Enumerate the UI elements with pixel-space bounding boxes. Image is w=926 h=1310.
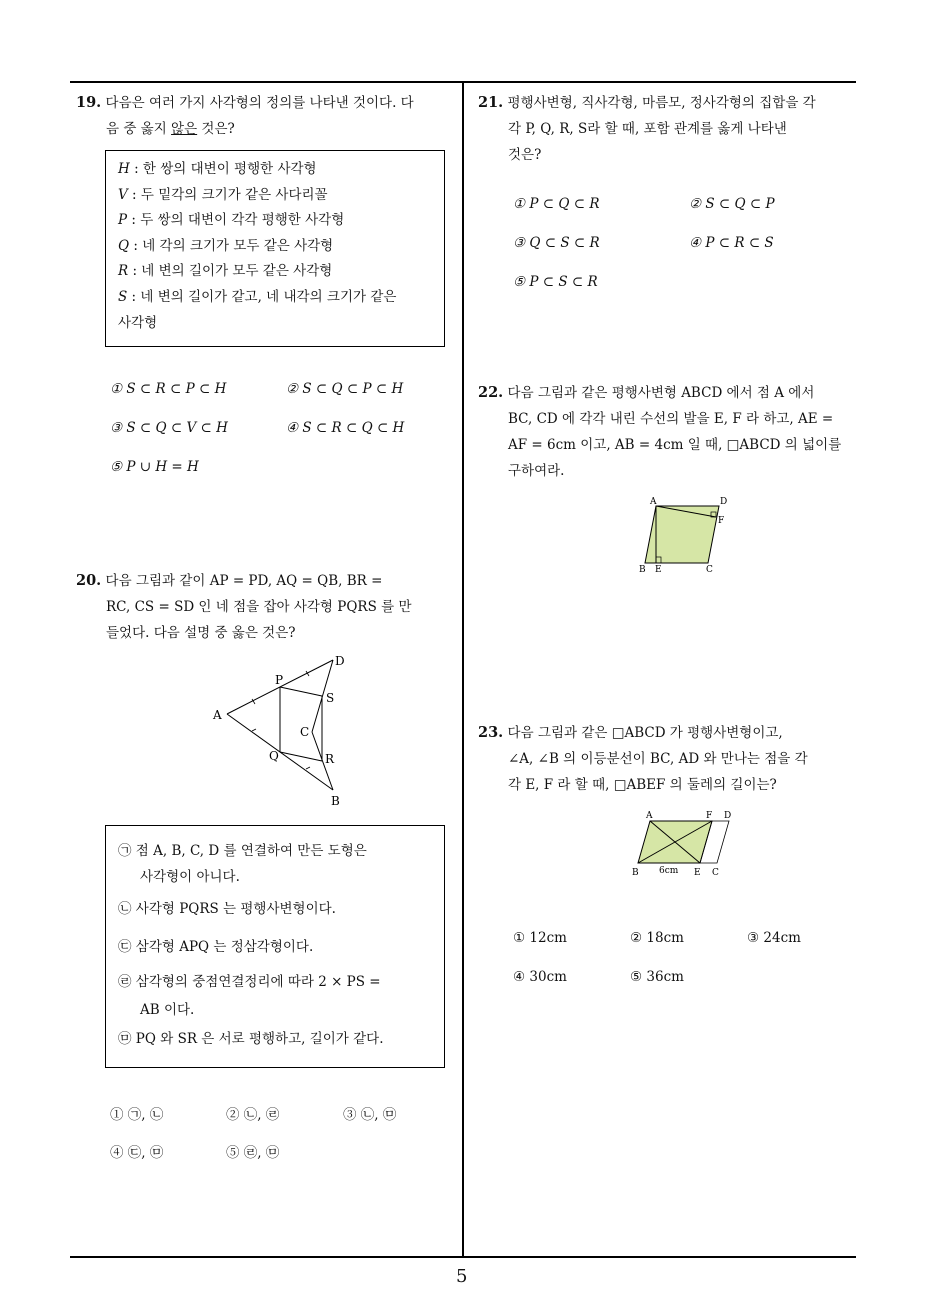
q23-choice-1[interactable]: ① 12cm xyxy=(513,930,567,946)
q20-stmt-2: ㉡ 사각형 PQRS 는 평행사변형이다. xyxy=(118,901,336,917)
q20-stmt-1: ㉠ 점 A, B, C, D 를 연결하여 만든 도형은 xyxy=(118,843,367,859)
q20-label-p: P xyxy=(275,673,284,687)
page-number: 5 xyxy=(456,1266,468,1287)
q23-label-e: E xyxy=(694,868,701,878)
q20-choice-2[interactable]: ② ㉡, ㉣ xyxy=(226,1107,280,1123)
q19-text-line1: 다음은 여러 가지 사각형의 정의를 나타낸 것이다. 다 xyxy=(105,95,414,111)
q20-number: 20. xyxy=(76,572,102,589)
q19-def-r: R : 네 변의 길이가 모두 같은 사각형 xyxy=(118,263,333,280)
q21-choice-4[interactable]: ④ P ⊂ R ⊂ S xyxy=(689,235,774,251)
q23-choice-3[interactable]: ③ 24cm xyxy=(747,930,801,946)
q21-choice-3[interactable]: ③ Q ⊂ S ⊂ R xyxy=(513,235,600,251)
q20-stem xyxy=(76,568,456,646)
q20-text-line2: RC, CS = SD 인 네 점을 잡아 사각형 PQRS 를 만 xyxy=(106,599,412,615)
q23-label-c: C xyxy=(712,868,719,878)
q20-label-q: Q xyxy=(269,749,279,763)
q20-label-r: R xyxy=(325,752,335,766)
q23-text-line2: ∠A, ∠B 의 이등분선이 BC, AD 와 만나는 점을 각 xyxy=(508,751,808,767)
q23-text-line3: 각 E, F 라 할 때, □ABEF 의 둘레의 길이는? xyxy=(508,777,777,793)
q21-text-line1: 평행사변형, 직사각형, 마름모, 정사각형의 집합을 각 xyxy=(507,95,816,111)
q21-stem xyxy=(478,90,858,168)
q22-label-d: D xyxy=(720,497,728,507)
bottom-rule xyxy=(70,1256,856,1258)
q20-label-d: D xyxy=(335,654,345,668)
q22-label-c: C xyxy=(706,565,713,575)
column-divider xyxy=(462,81,464,1257)
q23-figure xyxy=(628,806,740,884)
q19-def-s-cont: 사각형 xyxy=(118,314,158,331)
q23-choice-5[interactable]: ⑤ 36cm xyxy=(630,969,684,985)
q19-choice-4[interactable]: ④ S ⊂ R ⊂ Q ⊂ H xyxy=(286,420,405,436)
q22-stem xyxy=(478,380,858,484)
q21-text-line3: 것은? xyxy=(508,147,542,163)
q21-number: 21. xyxy=(478,94,504,111)
q20-stmt-4: ㉣ 삼각형의 중점연결정리에 따라 2 × PS = xyxy=(118,974,381,990)
q20-stmt-5: ㉤ PQ 와 SR 은 서로 평행하고, 길이가 같다. xyxy=(118,1031,384,1047)
q19-def-s: S : 네 변의 길이가 같고, 네 내각의 크기가 같은 xyxy=(118,288,397,305)
q19-number: 19. xyxy=(76,94,102,111)
q22-text-line2: BC, CD 에 각각 내린 수선의 발을 E, F 라 하고, AE = xyxy=(508,411,834,427)
q23-label-f: F xyxy=(706,811,713,821)
q20-text-line1: 다음 그림과 같이 AP = PD, AQ = QB, BR = xyxy=(105,573,383,589)
q20-label-a: A xyxy=(213,708,222,722)
q23-label-length: 6cm xyxy=(659,866,679,876)
q20-label-b: B xyxy=(331,794,340,805)
q19-choice-5[interactable]: ⑤ P ∪ H = H xyxy=(110,459,199,475)
q20-label-s: S xyxy=(326,691,335,705)
q23-choice-4[interactable]: ④ 30cm xyxy=(513,969,567,985)
q23-number: 23. xyxy=(478,724,504,741)
q23-label-d: D xyxy=(724,811,732,821)
q19-choice-3[interactable]: ③ S ⊂ Q ⊂ V ⊂ H xyxy=(110,420,228,436)
q19-definitions-box xyxy=(105,150,445,347)
q23-stem xyxy=(478,720,858,798)
q22-number: 22. xyxy=(478,384,504,401)
q20-choice-5[interactable]: ⑤ ㉣, ㉤ xyxy=(226,1145,280,1161)
q21-text-line2: 각 P, Q, R, S라 할 때, 포함 관계를 옳게 나타낸 xyxy=(508,121,787,137)
q19-choice-2[interactable]: ② S ⊂ Q ⊂ P ⊂ H xyxy=(286,381,404,397)
q22-figure xyxy=(636,495,736,577)
q20-choice-3[interactable]: ③ ㉡, ㉤ xyxy=(343,1107,397,1123)
q19-def-v: V : 두 밑각의 크기가 같은 사다리꼴 xyxy=(118,186,328,203)
q20-figure xyxy=(205,650,365,805)
q22-label-e: E xyxy=(655,565,662,575)
q20-text-line3: 들었다. 다음 설명 중 옳은 것은? xyxy=(106,625,296,641)
q19-def-h: H : 한 쌍의 대변이 평행한 사각형 xyxy=(118,161,317,177)
q21-choice-2[interactable]: ② S ⊂ Q ⊂ P xyxy=(689,196,775,212)
q19-text-underlined: 않은 xyxy=(171,121,198,137)
q22-text-line4: 구하여라. xyxy=(508,463,565,479)
q23-choice-2[interactable]: ② 18cm xyxy=(630,930,684,946)
q19-stem xyxy=(76,90,456,142)
q20-stmt-4-cont: AB 이다. xyxy=(140,1002,195,1018)
q19-def-p: P : 두 쌍의 대변이 각각 평행한 사각형 xyxy=(118,212,345,229)
q22-label-b: B xyxy=(639,565,646,575)
q21-choice-5[interactable]: ⑤ P ⊂ S ⊂ R xyxy=(513,274,598,290)
q22-text-line1: 다음 그림과 같은 평행사변형 ABCD 에서 점 A 에서 xyxy=(507,385,815,401)
q20-choice-4[interactable]: ④ ㉢, ㉤ xyxy=(110,1145,164,1161)
q19-text-line2-pre: 음 중 옳지 xyxy=(106,121,172,137)
q20-stmt-3: ㉢ 삼각형 APQ 는 정삼각형이다. xyxy=(118,939,314,955)
q20-stmt-1-cont: 사각형이 아니다. xyxy=(140,869,240,885)
q19-def-q: Q : 네 각의 크기가 모두 같은 사각형 xyxy=(118,237,334,254)
q20-choice-1[interactable]: ① ㉠, ㉡ xyxy=(110,1107,164,1123)
q21-choice-1[interactable]: ① P ⊂ Q ⊂ R xyxy=(513,196,600,212)
q20-label-c: C xyxy=(300,725,310,739)
q20-edge-ps xyxy=(280,687,322,696)
q23-label-a: A xyxy=(646,811,653,821)
q19-text-line2-post: 것은? xyxy=(197,121,235,137)
q23-label-b: B xyxy=(632,868,639,878)
q22-label-f: F xyxy=(718,516,725,526)
q20-statements-box xyxy=(105,825,445,1068)
q22-text-line3: AF = 6cm 이고, AB = 4cm 일 때, □ABCD 의 넓이를 xyxy=(508,437,842,453)
q23-text-line1: 다음 그림과 같은 □ABCD 가 평행사변형이고, xyxy=(507,725,783,741)
q19-choice-1[interactable]: ① S ⊂ R ⊂ P ⊂ H xyxy=(110,381,227,397)
q22-label-a: A xyxy=(650,497,657,507)
